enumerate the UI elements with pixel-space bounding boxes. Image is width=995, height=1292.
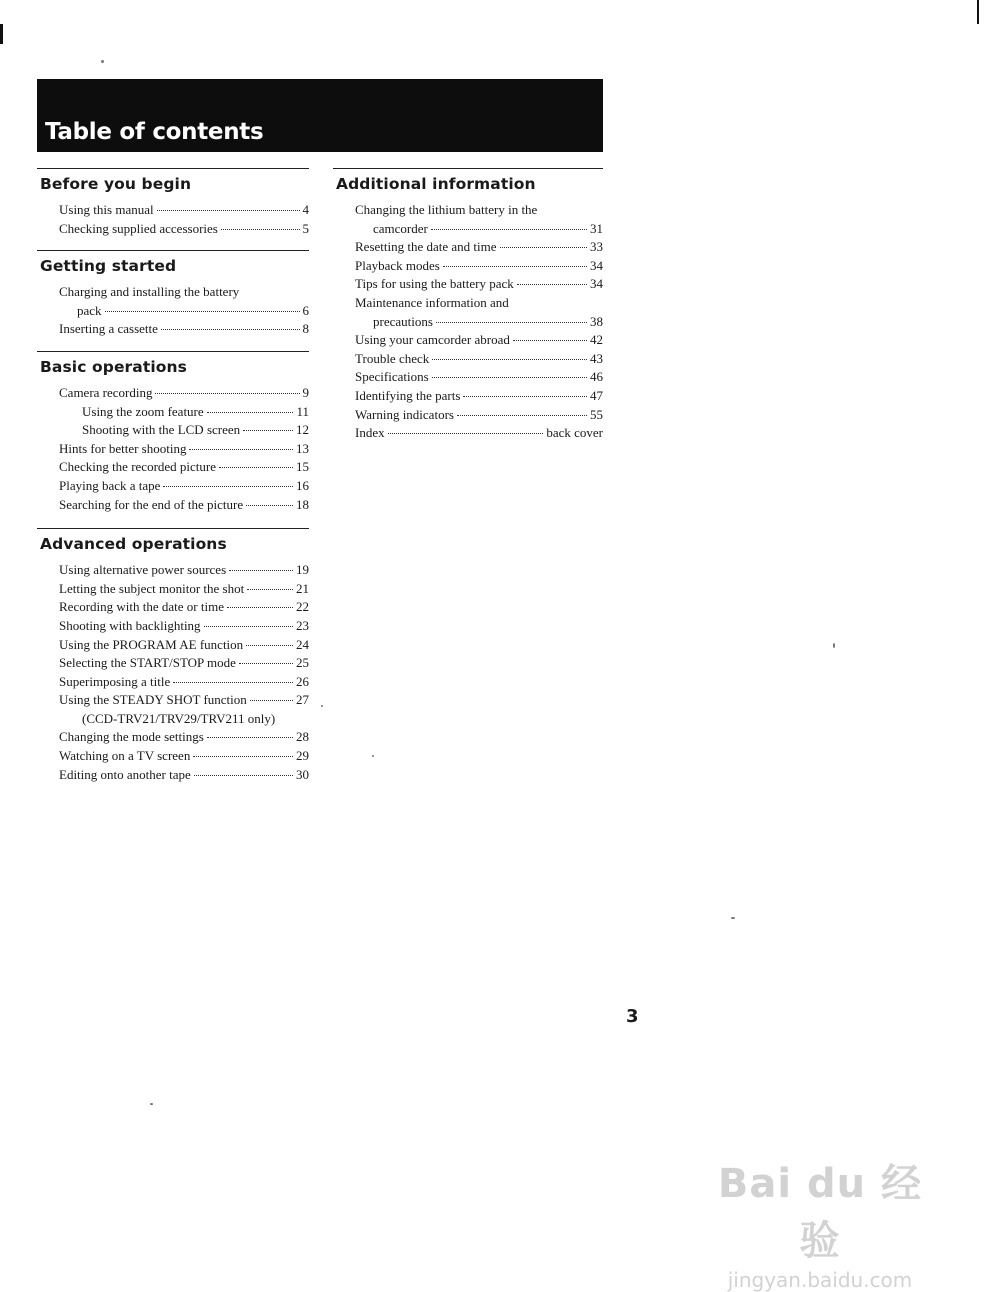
toc-entry-label: Playback modes	[355, 257, 440, 273]
toc-entry-label: Using the STEADY SHOT function	[59, 692, 247, 708]
dot-leader	[250, 700, 293, 701]
section-heading: Before you begin	[40, 175, 192, 193]
toc-entry-page: 42	[590, 332, 603, 348]
toc-entry[interactable]	[333, 257, 603, 276]
dot-leader	[105, 311, 300, 312]
toc-entry-label: Searching for the end of the picture	[59, 496, 244, 512]
toc-entry-label: Warning indicators	[355, 406, 454, 422]
toc-section	[37, 168, 309, 238]
toc-entry-page: 23	[296, 617, 309, 633]
toc-entry[interactable]	[37, 598, 309, 617]
section-divider	[37, 168, 309, 169]
toc-entry[interactable]	[333, 331, 603, 350]
dot-leader	[243, 430, 293, 431]
toc-column-left	[37, 168, 309, 784]
dot-leader	[155, 393, 299, 394]
toc-entry-page: 6	[302, 302, 309, 318]
toc-entry[interactable]	[333, 368, 603, 387]
scan-speck	[833, 643, 835, 648]
toc-entry[interactable]	[37, 496, 309, 515]
scan-edge-mark-right	[977, 0, 979, 24]
toc-entry-page: 31	[590, 220, 603, 236]
toc-entry-label: Hints for better shooting	[59, 440, 187, 456]
toc-section	[333, 168, 603, 443]
toc-entry-page: 12	[296, 422, 309, 438]
dot-leader	[246, 505, 293, 506]
watermark-logo	[700, 1140, 940, 1292]
toc-entry-label: Specifications	[355, 369, 429, 385]
dot-leader	[204, 626, 293, 627]
dot-leader	[463, 396, 587, 397]
toc-entry-label: Charging and installing the battery	[59, 284, 240, 300]
toc-entry-page: 11	[296, 403, 309, 419]
toc-entry-label: Identifying the parts	[355, 387, 461, 403]
toc-entry-page: 30	[296, 766, 309, 782]
dot-leader	[388, 433, 544, 434]
section-divider	[37, 528, 309, 529]
dot-leader	[193, 756, 293, 757]
toc-entry[interactable]	[333, 220, 603, 239]
scan-speck	[101, 60, 104, 63]
dot-leader	[513, 340, 587, 341]
toc-entry-page: 27	[296, 692, 309, 708]
toc-entry[interactable]	[37, 636, 309, 655]
toc-entry-label: Watching on a TV screen	[59, 748, 191, 764]
toc-entry[interactable]	[37, 403, 309, 422]
toc-entry-continuation: pack	[77, 302, 102, 318]
toc-entry[interactable]	[333, 350, 603, 369]
section-divider	[37, 351, 309, 352]
toc-entry-label: Editing onto another tape	[59, 766, 191, 782]
toc-entry-label: Recording with the date or time	[59, 599, 224, 615]
toc-entry[interactable]	[37, 320, 309, 339]
dot-leader	[189, 449, 293, 450]
scan-speck	[321, 705, 323, 707]
toc-entry-label: Using your camcorder abroad	[355, 332, 510, 348]
dot-leader	[457, 415, 587, 416]
dot-leader	[500, 247, 587, 248]
watermark-site: jingyan.baidu.com	[727, 1268, 913, 1292]
toc-entry-page: 24	[296, 636, 309, 652]
toc-entry[interactable]	[333, 238, 603, 257]
toc-entry-page: 47	[590, 387, 603, 403]
dot-leader	[173, 682, 293, 683]
dot-leader	[229, 570, 293, 571]
toc-entry[interactable]	[333, 406, 603, 425]
title-banner	[37, 79, 603, 152]
toc-entry-label: Maintenance information and	[355, 294, 509, 310]
dot-leader	[194, 775, 293, 776]
toc-entry-label: Shooting with backlighting	[59, 617, 201, 633]
toc-entry[interactable]	[37, 728, 309, 747]
section-divider	[333, 168, 603, 169]
dot-leader	[432, 377, 587, 378]
toc-entry-page: 25	[296, 655, 309, 671]
toc-entry-page: back cover	[546, 425, 603, 441]
toc-entry[interactable]	[37, 440, 309, 459]
toc-entry-page: 21	[296, 580, 309, 596]
section-heading: Basic operations	[40, 357, 187, 376]
toc-section	[37, 528, 309, 784]
toc-entry[interactable]	[333, 387, 603, 406]
toc-entry-page: 34	[590, 257, 603, 273]
toc-entry-label: Selecting the START/STOP mode	[59, 655, 236, 671]
dot-leader	[432, 359, 587, 360]
toc-entry-label: Shooting with the LCD screen	[82, 422, 241, 438]
toc-entry-note: (CCD-TRV21/TRV29/TRV211 only)	[82, 710, 276, 726]
toc-entry-label: Index	[355, 425, 385, 441]
dot-leader	[219, 467, 293, 468]
toc-entry-label: Camera recording	[59, 384, 153, 400]
toc-entry-page: 22	[296, 599, 309, 615]
toc-entry-continuation: precautions	[373, 313, 433, 329]
toc-entry[interactable]	[37, 673, 309, 692]
toc-entry[interactable]	[37, 747, 309, 766]
toc-entry[interactable]	[37, 421, 309, 440]
toc-entry[interactable]	[37, 458, 309, 477]
toc-entry-label: Resetting the date and time	[355, 239, 497, 255]
toc-entry[interactable]	[37, 654, 309, 673]
dot-leader	[207, 412, 294, 413]
dot-leader	[517, 284, 587, 285]
toc-entry-page: 29	[296, 748, 309, 764]
toc-entry-page: 16	[296, 477, 309, 493]
dot-leader	[246, 645, 293, 646]
toc-section	[37, 351, 309, 514]
dot-leader	[207, 737, 293, 738]
dot-leader	[436, 322, 587, 323]
toc-entry-label: Changing the mode settings	[59, 729, 204, 745]
toc-entry[interactable]	[37, 561, 309, 580]
scan-speck	[731, 917, 735, 919]
dot-leader	[163, 486, 293, 487]
toc-entry-label: Using alternative power sources	[59, 562, 227, 578]
toc-entry[interactable]	[333, 313, 603, 332]
toc-column-right	[333, 168, 603, 443]
toc-entry-label: Inserting a cassette	[59, 321, 158, 337]
toc-entry[interactable]	[333, 424, 603, 443]
toc-entry-label: Superimposing a title	[59, 673, 171, 689]
page-title: Table of contents	[45, 119, 264, 145]
toc-entry-page: 55	[590, 406, 603, 422]
toc-entry-page: 13	[296, 440, 309, 456]
toc-entry[interactable]	[333, 275, 603, 294]
toc-entry-label: Letting the subject monitor the shot	[59, 580, 245, 596]
toc-entry[interactable]	[37, 384, 309, 403]
toc-entry-page: 26	[296, 673, 309, 689]
toc-entry-continuation: camcorder	[373, 220, 428, 236]
toc-entry[interactable]	[37, 302, 309, 321]
toc-entry-page: 8	[302, 321, 309, 337]
toc-entry-label: Playing back a tape	[59, 477, 161, 493]
toc-entry[interactable]	[37, 580, 309, 599]
dot-leader	[247, 589, 293, 590]
toc-entry-label: Using the PROGRAM AE function	[59, 636, 244, 652]
dot-leader	[239, 663, 293, 664]
toc-entry[interactable]	[37, 201, 309, 220]
toc-entry-page: 38	[590, 313, 603, 329]
toc-entry-page: 15	[296, 459, 309, 475]
toc-entry-page: 28	[296, 729, 309, 745]
watermark-brand: Bai du 经验	[717, 1161, 923, 1264]
toc-entry[interactable]	[37, 766, 309, 785]
scan-speck	[150, 1103, 153, 1105]
toc-entry-page: 34	[590, 276, 603, 292]
dot-leader	[431, 229, 587, 230]
dot-leader	[227, 607, 293, 608]
toc-entry[interactable]	[37, 477, 309, 496]
toc-entry[interactable]	[37, 691, 309, 710]
scan-edge-mark-left	[0, 24, 3, 44]
toc-entry-page: 43	[590, 350, 603, 366]
toc-entry-page: 5	[302, 220, 309, 236]
section-heading: Getting started	[40, 257, 177, 276]
dot-leader	[157, 210, 300, 211]
toc-entry-label: Trouble check	[355, 350, 430, 366]
toc-entry-page: 33	[590, 239, 603, 255]
dot-leader	[443, 266, 587, 267]
toc-entry-page: 4	[302, 202, 309, 217]
section-heading: Advanced operations	[40, 535, 227, 554]
toc-entry-label: Checking the recorded picture	[59, 459, 217, 475]
toc-entry-page: 9	[302, 384, 309, 400]
dot-leader	[221, 229, 300, 230]
toc-section	[37, 250, 309, 339]
section-divider	[37, 250, 309, 251]
toc-entry-label: Tips for using the battery pack	[355, 276, 514, 292]
toc-entry[interactable]	[37, 617, 309, 636]
toc-entry[interactable]	[37, 220, 309, 239]
page-number: 3	[626, 1006, 639, 1027]
toc-entry-label: Using this manual	[59, 202, 154, 217]
toc-entry-page: 19	[296, 562, 309, 578]
section-heading: Additional information	[336, 175, 536, 193]
toc-entry-label: Using the zoom feature	[82, 403, 204, 419]
toc-entry-page: 46	[590, 369, 603, 385]
dot-leader	[161, 329, 300, 330]
toc-entry-label: Changing the lithium battery in the	[355, 202, 538, 217]
scan-speck	[372, 755, 374, 757]
toc-entry-label: Checking supplied accessories	[59, 220, 218, 236]
toc-entry-page: 18	[296, 496, 309, 512]
